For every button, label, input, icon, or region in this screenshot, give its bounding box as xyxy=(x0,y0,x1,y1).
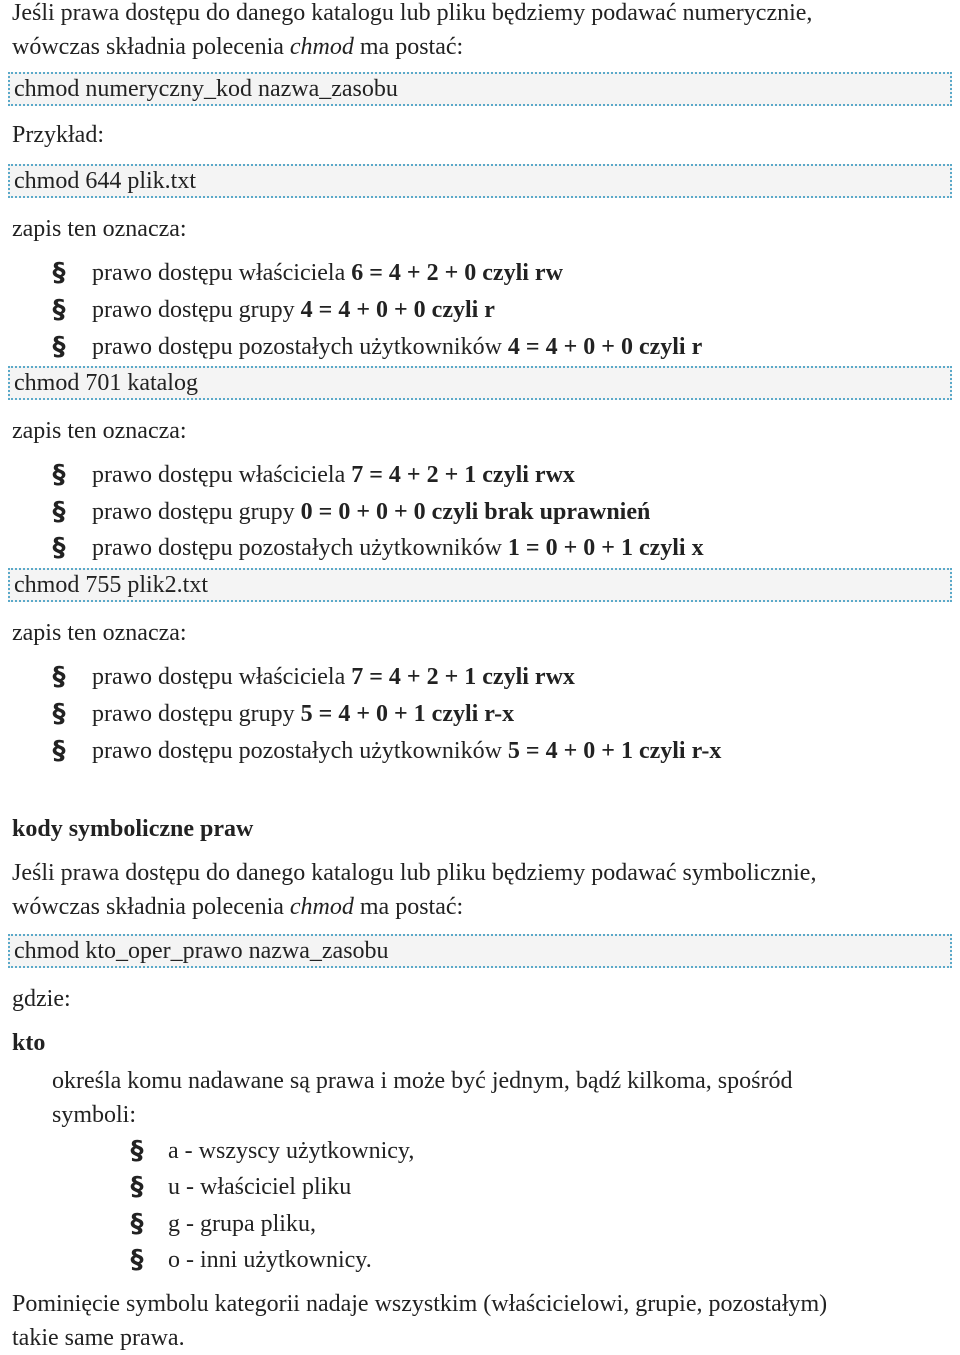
example-command-box xyxy=(8,568,952,602)
item-text: prawo dostępu właściciela xyxy=(92,462,352,488)
footer-line1: Pominięcie symbolu kategorii nadaje wszystkim (właścicielowi, grupie, pozostałym) xyxy=(12,1291,828,1317)
example-command: chmod 755 plik2.txt xyxy=(14,572,208,598)
intro-text: wówczas składnia polecenia xyxy=(12,34,290,60)
permission-item xyxy=(92,495,650,529)
intro-symbolic-line2 xyxy=(12,890,463,924)
meaning-label: zapis ten oznacza: xyxy=(12,216,187,242)
example-label: Przykład: xyxy=(12,122,104,148)
item-text: prawo dostępu pozostałych użytkowników xyxy=(92,535,508,561)
section-bullet-icon: § xyxy=(130,1172,144,1202)
syntax-numeric-box xyxy=(8,72,952,106)
item-text: prawo dostępu grupy xyxy=(92,701,301,727)
permission-item xyxy=(92,256,563,290)
kto-description-line1: określa komu nadawane są prawa i może być jednym, bądź kilkoma, spośród xyxy=(52,1068,793,1094)
symbol-item: a - wszyscy użytkownicy, xyxy=(168,1138,415,1164)
item-value: 4 = 4 + 0 + 0 czyli r xyxy=(300,297,495,323)
section-bullet-icon: § xyxy=(130,1209,144,1239)
item-value: 4 = 4 + 0 + 0 czyli r xyxy=(507,334,703,360)
syntax-symbolic: chmod kto_oper_prawo nazwa_zasobu xyxy=(14,938,389,964)
item-text: prawo dostępu właściciela xyxy=(92,260,352,286)
example-command: chmod 644 plik.txt xyxy=(14,168,196,194)
kto-heading: kto xyxy=(12,1030,46,1056)
chmod-italic: chmod xyxy=(289,34,354,60)
symbol-item: g - grupa pliku, xyxy=(168,1211,316,1237)
section-bullet-icon: § xyxy=(130,1245,144,1275)
item-text: prawo dostępu pozostałych użytkowników xyxy=(92,334,508,360)
meaning-label: zapis ten oznacza: xyxy=(12,620,187,646)
intro-text: wówczas składnia polecenia xyxy=(12,894,290,920)
item-text: prawo dostępu grupy xyxy=(92,499,301,525)
permission-item xyxy=(92,531,704,565)
section-bullet-icon: § xyxy=(52,736,66,766)
permission-item xyxy=(92,330,702,364)
symbol-item: o - inni użytkownicy. xyxy=(168,1247,372,1273)
intro-numeric-line2 xyxy=(12,30,463,64)
intro-text-end: ma postać: xyxy=(353,34,464,60)
section-bullet-icon: § xyxy=(52,497,66,527)
example-command-box xyxy=(8,164,952,198)
section-bullet-icon: § xyxy=(130,1136,144,1166)
section-bullet-icon: § xyxy=(52,662,66,692)
where-label: gdzie: xyxy=(12,986,71,1012)
permission-item xyxy=(92,458,575,492)
symbolic-heading: kody symboliczne praw xyxy=(12,816,254,842)
kto-description-line2: symboli: xyxy=(52,1102,137,1128)
section-bullet-icon: § xyxy=(52,460,66,490)
footer-line2: takie same prawa. xyxy=(12,1325,185,1351)
permission-item xyxy=(92,697,514,731)
syntax-symbolic-box xyxy=(8,934,952,968)
item-value: 7 = 4 + 2 + 1 czyli rwx xyxy=(351,664,575,690)
syntax-numeric: chmod numeryczny_kod nazwa_zasobu xyxy=(14,76,398,102)
section-bullet-icon: § xyxy=(52,533,66,563)
item-value: 5 = 4 + 0 + 1 czyli r-x xyxy=(507,738,722,764)
symbol-item: u - właściciel pliku xyxy=(168,1174,352,1200)
item-value: 0 = 0 + 0 + 0 czyli brak uprawnień xyxy=(300,499,651,525)
item-value: 7 = 4 + 2 + 1 czyli rwx xyxy=(351,462,575,488)
item-value: 1 = 0 + 0 + 1 czyli x xyxy=(507,535,704,561)
section-bullet-icon: § xyxy=(52,699,66,729)
intro-symbolic-line1: Jeśli prawa dostępu do danego katalogu lub pliku będziemy podawać symbolicznie, xyxy=(12,860,817,886)
item-text: prawo dostępu właściciela xyxy=(92,664,352,690)
meaning-label: zapis ten oznacza: xyxy=(12,418,187,444)
intro-numeric-line1: Jeśli prawa dostępu do danego katalogu lub pliku będziemy podawać numerycznie, xyxy=(12,0,813,26)
intro-text-end: ma postać: xyxy=(353,894,464,920)
permission-item xyxy=(92,660,575,694)
item-value: 5 = 4 + 0 + 1 czyli r-x xyxy=(300,701,515,727)
item-value: 6 = 4 + 2 + 0 czyli rw xyxy=(351,260,563,286)
item-text: prawo dostępu grupy xyxy=(92,297,301,323)
section-bullet-icon: § xyxy=(52,258,66,288)
example-command: chmod 701 katalog xyxy=(14,370,198,396)
section-bullet-icon: § xyxy=(52,332,66,362)
chmod-italic: chmod xyxy=(289,894,354,920)
section-bullet-icon: § xyxy=(52,295,66,325)
permission-item xyxy=(92,293,495,327)
permission-item xyxy=(92,734,721,768)
example-command-box xyxy=(8,366,952,400)
item-text: prawo dostępu pozostałych użytkowników xyxy=(92,738,508,764)
